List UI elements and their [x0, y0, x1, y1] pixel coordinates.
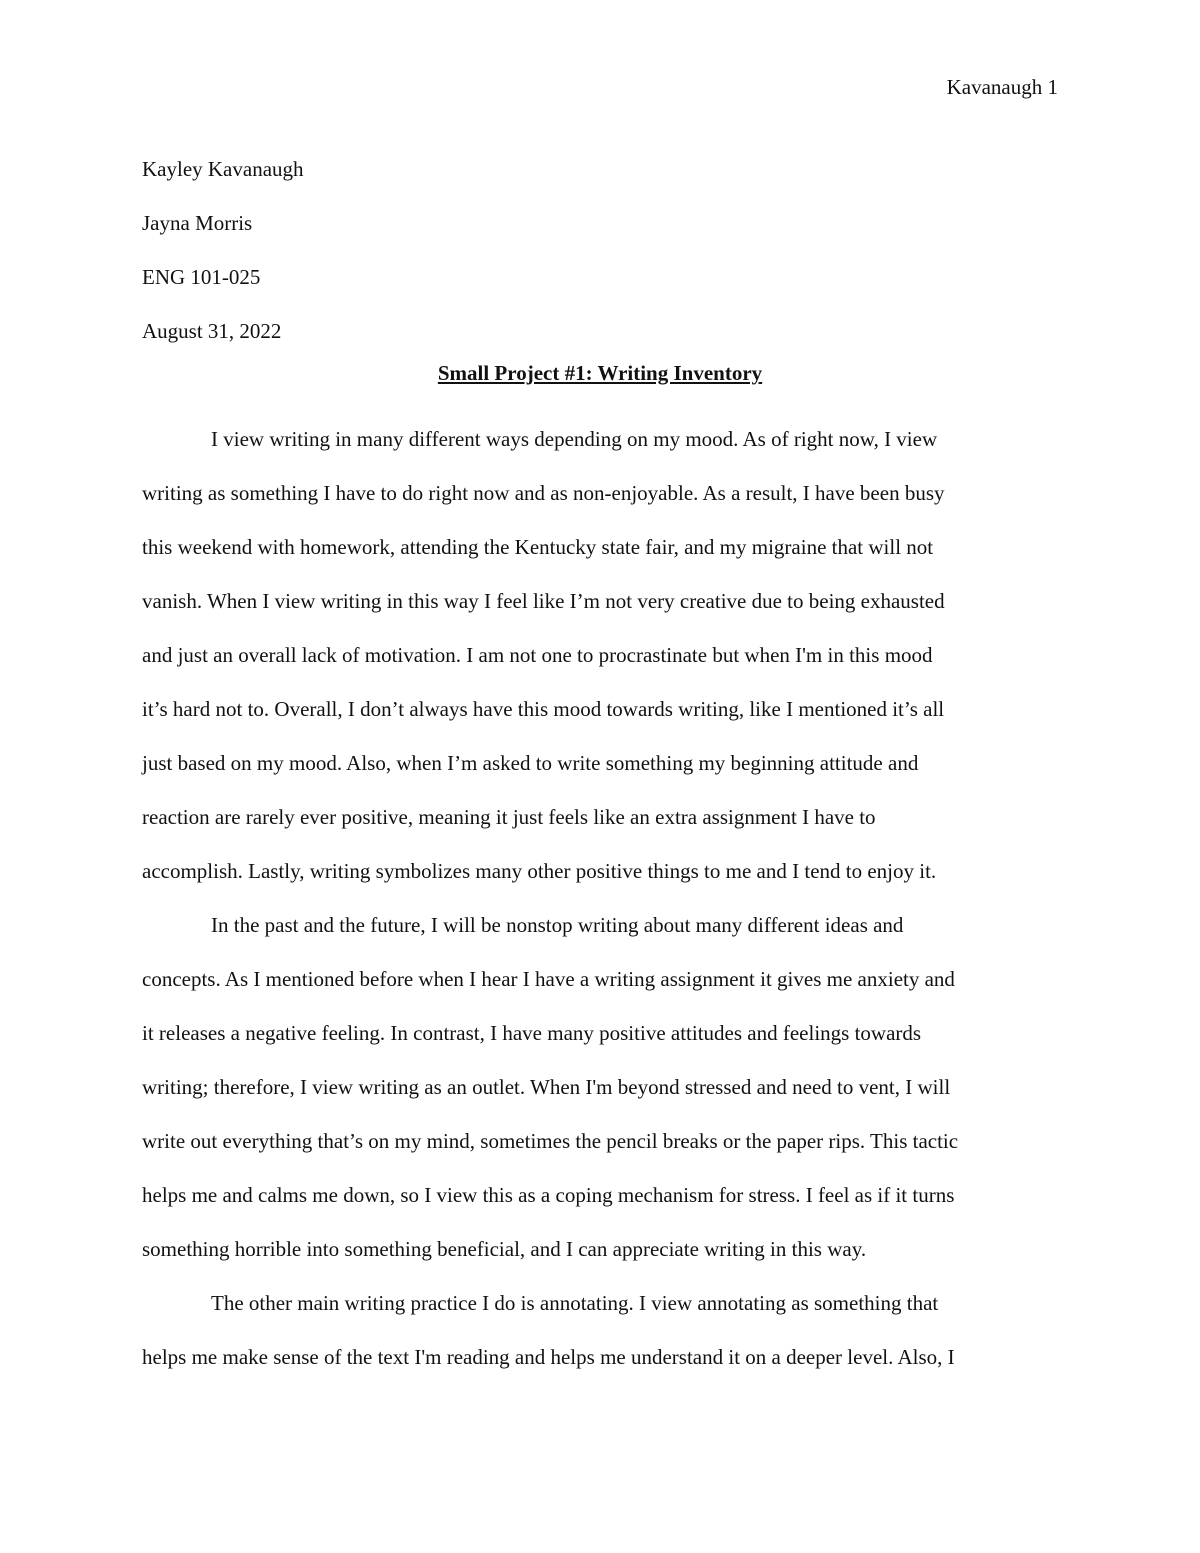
author-name: Kayley Kavanaugh	[142, 157, 304, 181]
text-line: just based on my mood. Also, when I’m asked to write something my beginning attitude and	[142, 751, 919, 775]
text-line: it releases a negative feeling. In contrast, I have many positive attitudes and feelings towards	[142, 1021, 922, 1045]
text-line: vanish. When I view writing in this way I feel like I’m not very creative due to being exhausted	[142, 589, 945, 613]
running-head: Kavanaugh 1	[946, 75, 1058, 99]
text-line: I view writing in many different ways depending on my mood. As of right now, I view	[211, 427, 938, 451]
paragraph-3	[142, 1276, 1058, 1384]
document-title: Small Project #1: Writing Inventory	[437, 361, 763, 385]
text-line: reaction are rarely ever positive, meaning it just feels like an extra assignment I have to	[142, 805, 876, 829]
text-line: writing as something I have to do right now and as non-enjoyable. As a result, I have been busy	[142, 481, 945, 505]
text-line: it’s hard not to. Overall, I don’t always have this mood towards writing, like I mentioned it’s all	[142, 697, 945, 721]
mla-header	[142, 142, 1058, 358]
text-line: helps me and calms me down, so I view this as a coping mechanism for stress. I feel as if it turns	[142, 1183, 955, 1207]
paragraph-2	[142, 898, 1058, 1276]
text-line: accomplish. Lastly, writing symbolizes many other positive things to me and I tend to enjoy it.	[142, 859, 937, 883]
text-line: and just an overall lack of motivation. I am not one to procrastinate but when I'm in this mood	[142, 643, 933, 667]
essay-body	[142, 412, 1058, 1384]
text-line: concepts. As I mentioned before when I hear I have a writing assignment it gives me anxiety and	[142, 967, 955, 991]
text-line: something horrible into something beneficial, and I can appreciate writing in this way.	[142, 1237, 867, 1261]
course-code: ENG 101-025	[142, 265, 261, 289]
text-line: helps me make sense of the text I'm reading and helps me understand it on a deeper level. Also, I	[142, 1345, 955, 1369]
text-line: writing; therefore, I view writing as an outlet. When I'm beyond stressed and need to vent, I will	[142, 1075, 951, 1099]
text-line: The other main writing practice I do is annotating. I view annotating as something that	[211, 1291, 939, 1315]
text-line: this weekend with homework, attending the Kentucky state fair, and my migraine that will not	[142, 535, 934, 559]
instructor-name: Jayna Morris	[142, 211, 253, 235]
paragraph-1	[142, 412, 1058, 898]
text-line: In the past and the future, I will be nonstop writing about many different ideas and	[211, 913, 904, 937]
submission-date: August 31, 2022	[142, 319, 282, 343]
text-line: write out everything that’s on my mind, sometimes the pencil breaks or the paper rips. This tactic	[142, 1129, 959, 1153]
